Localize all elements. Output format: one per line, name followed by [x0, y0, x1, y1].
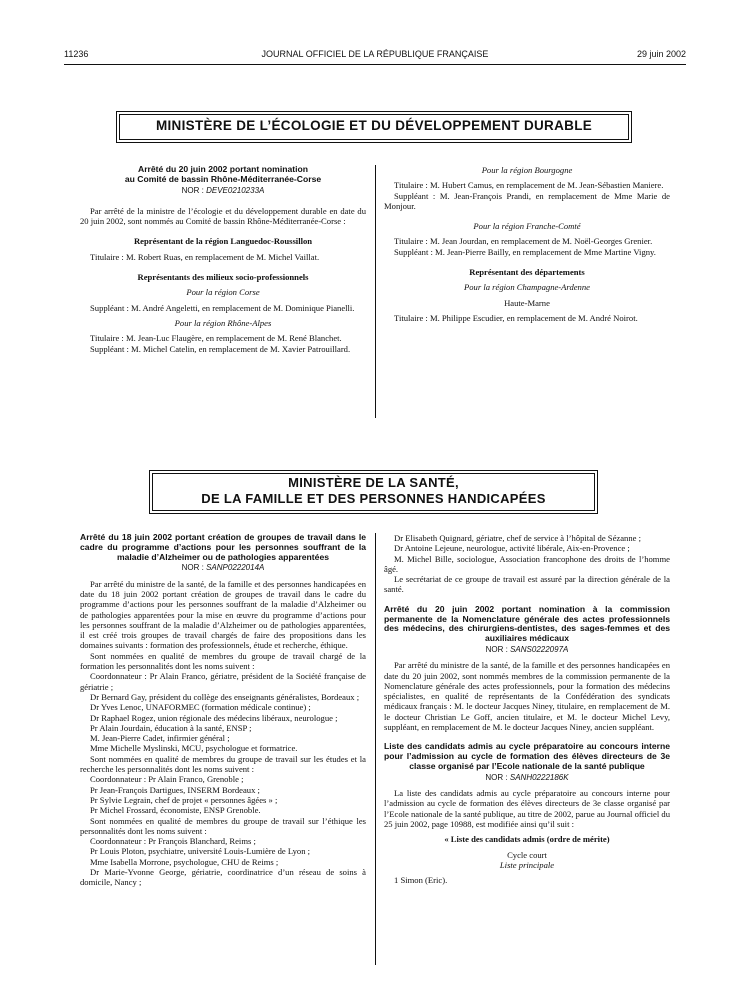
paragraph: Dr Bernard Gay, président du collège des enseignants généralistes, Bordeaux ;	[90, 691, 360, 702]
page-number: 11236	[64, 49, 89, 59]
running-header	[64, 49, 686, 63]
list-type: Liste principale	[499, 859, 555, 870]
paragraph: Dr Elisabeth Quignard, gériatre, chef de service à l’hôpital de Sézanne ;	[394, 533, 641, 543]
paragraph: Dr Raphael Rogez, union régionale des médecins libéraux, neurologue ;	[90, 712, 338, 723]
list-heading: « Liste des candidats admis (ordre de mérite)	[444, 834, 610, 845]
health-column-left	[80, 533, 366, 888]
paragraph: Titulaire : M. Robert Ruas, en remplacement de M. Michel Vaillat.	[90, 251, 320, 262]
section-heading: Représentant des départements	[469, 267, 585, 278]
journal-title: JOURNAL OFFICIEL DE LA RÉPUBLIQUE FRANÇAISE	[261, 49, 489, 59]
region-heading: Pour la région Corse	[186, 287, 260, 298]
decree-rhone-column-left	[80, 165, 366, 354]
paragraph: Titulaire : M. Philippe Escudier, en remplacement de M. André Noirot.	[394, 312, 638, 323]
candidates-list-title: Liste des candidats admis au cycle préparatoire au concours interne pour l’admission au cycle de formation des élèves directeurs de 3e classe organisé par l’Ecole nationale de la santé publique	[384, 741, 670, 771]
region-heading: Pour la région Rhône-Alpes	[174, 317, 272, 328]
paragraph: Dr Yves Lenoc, UNAFORMEC (formation médicale continue) ;	[90, 702, 311, 713]
paragraph: Dr Antoine Lejeune, neurologue, activité libérale, Aix-en-Provence ;	[394, 543, 630, 554]
decree-nomenclature-title: Arrêté du 20 juin 2002 portant nomination à la commission permanente de la Nomenclature générale des actes professionnels des médecins, des chirurgiens-dentistes, des sages-femmes et des auxiliaires médicaux	[384, 603, 670, 644]
paragraph: Pr Alain Jourdain, éducation à la santé, ENSP ;	[90, 722, 252, 733]
decree-title-line2: au Comité de bassin Rhône-Méditerranée-Corse	[124, 173, 322, 184]
nor-code: DEVE0210233A	[206, 185, 265, 195]
ministry-health-title-line1: MINISTÈRE DE LA SANTÉ,	[288, 475, 459, 490]
ministry-ecology-title: MINISTÈRE DE L’ÉCOLOGIE ET DU DÉVELOPPEMENT DURABLE	[119, 114, 629, 140]
nor-label: NOR :	[485, 644, 508, 654]
column-divider	[375, 533, 376, 965]
paragraph: Titulaire : M. Jean-Luc Flaugère, en remplacement de M. René Blanchet.	[90, 333, 342, 344]
nor-reference	[384, 645, 670, 655]
decree-title-line1: Arrêté du 20 juin 2002 portant nomination	[138, 164, 308, 174]
paragraph: Le secrétariat de ce groupe de travail est assuré par la direction générale de la santé.	[384, 574, 670, 595]
paragraph: Titulaire : M. Hubert Camus, en remplacement de M. Jean-Sébastien Maniere.	[394, 180, 664, 191]
paragraph: Pr Jean-François Dartigues, INSERM Bordeaux ;	[90, 784, 260, 795]
paragraph: M. Michel Bille, sociologue, Association francophone des droits de l’homme âgé.	[384, 553, 670, 574]
cycle-label: Cycle court	[507, 849, 547, 860]
list-item: 1 Simon (Eric).	[394, 875, 448, 886]
region-heading: Pour la région Bourgogne	[481, 165, 573, 175]
paragraph: Par arrêté du ministre de la santé, de la famille et des personnes handicapées en date du 20 juin 2002, sont nommés membres de la commission permanente de la Nomenclature générale des actes professionnels, pour la formation des médecins spécialistes, en qualité de représentants de la Confédération des syndicats médicaux français : M. le docteur Jacques Niney, titulaire, en remplacement de M. le docteur Christian Le Goff, ancien titulaire, et M. le docteur Michel Levy, suppléant, en remplacement de M. le docteur Jacques Niney, ancien suppléant.	[384, 660, 670, 733]
paragraph: Par arrêté du ministre de la santé, de la famille et des personnes handicapées en date du 18 juin 2002 portant création de groupes de travail dans le cadre du programme d’actions pour les personnes souffrant de la maladie d’Alzheimer ou de pathologies apparentées pour la mise en œuvre du programme d’actions pour les personnes souffrant de la maladie d’Alzheimer ou de pathologies apparentées, il est créé trois groupes de travail chargés de faire des propositions dans les domaines suivants : formation des professionnels, étude et recherche, éthique.	[80, 578, 366, 651]
decree-intro: Par arrêté de la ministre de l’écologie et du développement durable en date du 20 juin 2002, sont nommés au Comité de bassin Rhône-Méditerranée-Corse :	[80, 205, 366, 227]
paragraph: Sont nommées en qualité de membres du groupe de travail sur l’éthique les personnalités dont les noms suivent :	[80, 815, 366, 836]
column-divider	[375, 165, 376, 418]
ministry-ecology-box	[116, 111, 632, 143]
decree-alzheimer-title: Arrêté du 18 juin 2002 portant création de groupes de travail dans le cadre du programme d’actions pour les personnes souffrant de la maladie d’Alzheimer ou de pathologies apparentées	[80, 532, 366, 562]
region-heading: Pour la région Champagne-Ardenne	[464, 282, 590, 293]
paragraph: Suppléant : M. André Angeletti, en remplacement de M. Dominique Pianelli.	[90, 302, 355, 313]
paragraph: Sont nommées en qualité de membres du groupe de travail chargé de la formation les personnalités dont les noms suivent :	[80, 650, 366, 672]
paragraph: Mme Michelle Myslinski, MCU, psychologue et formatrice.	[90, 743, 298, 754]
paragraph: M. Jean-Pierre Cadet, infirmier général ;	[90, 733, 230, 744]
ministry-health-box	[149, 470, 598, 514]
nor-label: NOR :	[485, 772, 508, 782]
paragraph: Suppléant : M. Jean-François Prandi, en remplacement de Mme Marie de Monjour.	[384, 190, 670, 211]
nor-reference	[80, 186, 366, 196]
paragraph: Coordonnateur : Pr Alain Franco, gériatre, président de la Société française de gériatrie ;	[80, 671, 366, 692]
department-name: Haute-Marne	[504, 297, 550, 308]
paragraph: Titulaire : M. Jean Jourdan, en remplacement de M. Noël-Georges Grenier.	[394, 236, 653, 247]
nor-label: NOR :	[181, 563, 204, 573]
ministry-health-title-line2: DE LA FAMILLE ET DES PERSONNES HANDICAPÉES	[201, 491, 546, 506]
paragraph: Coordonnateur : Pr Alain Franco, Grenoble ;	[90, 774, 244, 785]
paragraph: Mme Isabella Morrone, psychologue, CHU de Reims ;	[90, 856, 279, 867]
paragraph: Dr Marie-Yvonne George, gériatrie, coordinatrice d’un réseau de soins à domicile, Nancy ;	[80, 867, 366, 888]
paragraph: Pr Louis Ploton, psychiatre, université Louis-Lumière de Lyon ;	[90, 846, 311, 857]
header-rule	[64, 64, 686, 65]
nor-reference	[80, 563, 366, 573]
nor-code: SANS0222097A	[510, 644, 569, 654]
paragraph: Pr Michel Frossard, économiste, ENSP Grenoble.	[90, 805, 261, 816]
issue-date: 29 juin 2002	[636, 49, 686, 59]
ministry-health-title	[152, 473, 595, 511]
section-heading: Représentant de la région Languedoc-Roussillon	[133, 236, 313, 247]
paragraph: Suppléant : M. Michel Catelin, en remplacement de M. Xavier Patrouillard.	[90, 343, 351, 354]
nor-code: SANH0222186K	[509, 772, 569, 782]
paragraph: Pr Sylvie Legrain, chef de projet « personnes âgées » ;	[90, 794, 278, 805]
decree-rhone-column-right	[384, 165, 670, 323]
paragraph: La liste des candidats admis au cycle préparatoire au concours interne pour l’admission au cycle de formation des élèves directeurs de 3e classe organisé par l’Ecole nationale de la santé publique, au titre de 2002, parue au Journal officiel du 25 juin 2002, page 10988, est modifiée ainsi qu’il suit :	[384, 788, 670, 829]
nor-reference	[384, 773, 670, 783]
paragraph: Sont nommées en qualité de membres du groupe de travail sur les études et la recherche les personnalités dont les noms suivent :	[80, 753, 366, 775]
paragraph: Suppléant : M. Jean-Pierre Bailly, en remplacement de Mme Martine Vigny.	[394, 246, 656, 257]
nor-label: NOR :	[181, 185, 204, 195]
health-column-right	[384, 533, 670, 885]
region-heading: Pour la région Franche-Comté	[473, 221, 581, 232]
nor-code: SANP0222014A	[206, 563, 265, 573]
section-heading: Représentants des milieux socio-professionnels	[137, 272, 309, 283]
paragraph: Coordonnateur : Pr François Blanchard, Reims ;	[90, 836, 256, 847]
